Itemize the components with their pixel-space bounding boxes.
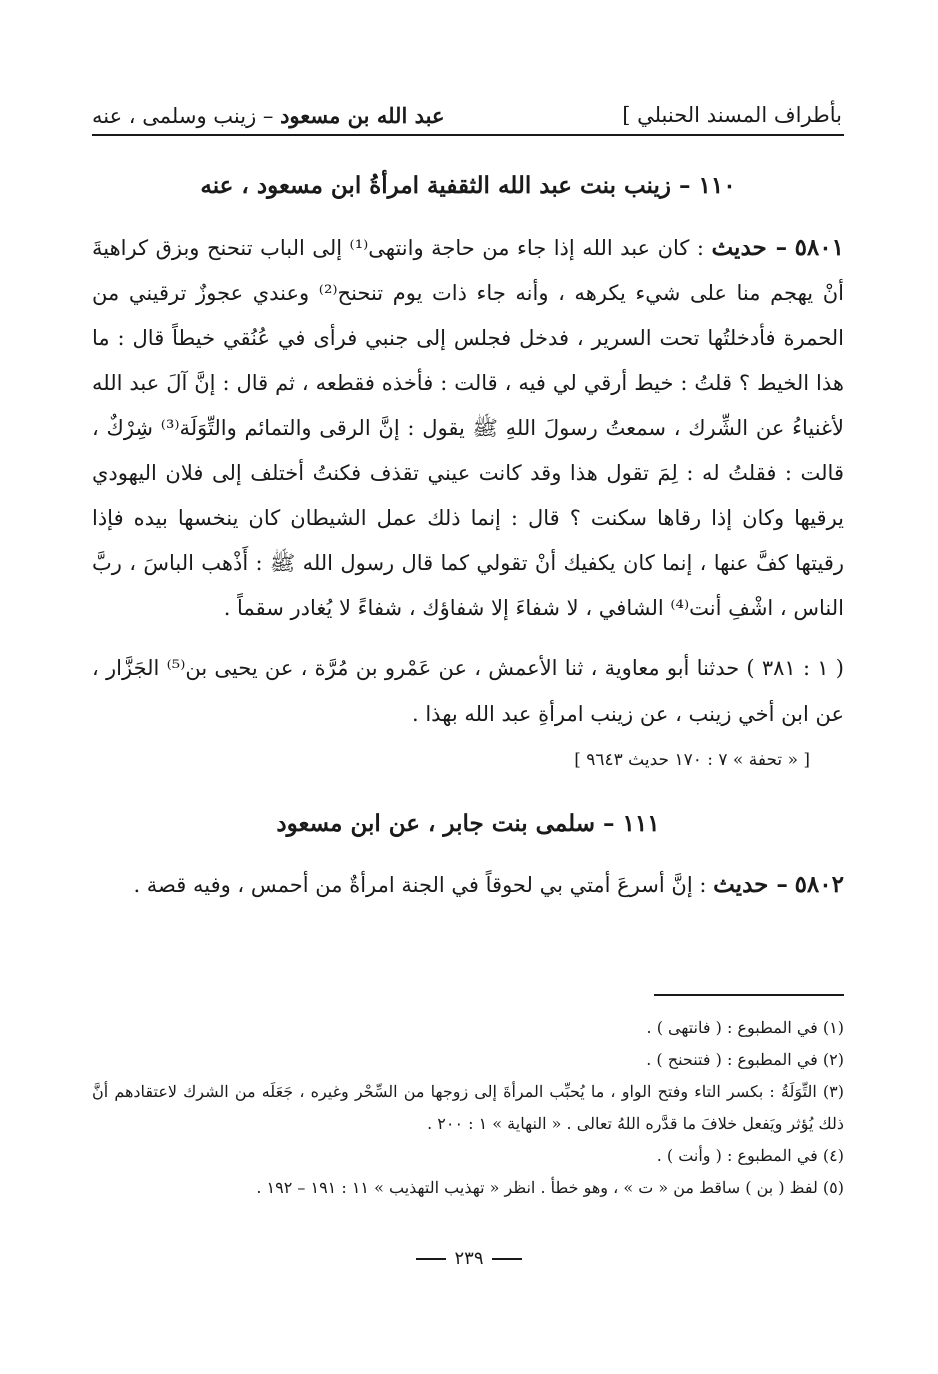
hadith-label: حديث [711,234,767,261]
footnote-divider [654,994,844,996]
book-title: بأطراف المسند الحنبلي ] [622,103,842,127]
footnote-1: (١) في المطبوع : ( فانتهى ) . [646,1018,844,1037]
running-header [92,98,842,132]
isnad-paragraph: ( ١ : ٣٨١ ) حدثنا أبو معاوية ، ثنا الأعمش ، عن عَمْرو بن مُرَّة ، عن يحيى بن⁽⁵⁾ الجَزَّار ، عن ابن أخي زينب ، عن زينب امرأةِ عبد الله بهذا . [92,656,844,726]
footnote-5: (٥) لفظ ( بن ) ساقط من « ت » ، وهو خطأ . انظر « تهذيب التهذيب » ١١ : ١٩١ – ١٩٢ . [256,1178,844,1197]
section-heading-rest: – زينب وسلمى ، عنه [92,103,281,128]
hadith-5802: ٥٨٠٢ – حديث : إنَّ أسرعَ أمتي بي لحوقاً في الجنة امرأةٌ من أحمس ، وفيه قصة . [133,871,844,898]
footnote-2: (٢) في المطبوع : ( فتنحنح ) . [646,1050,844,1069]
tuhfa-reference: [ « تحفة » ٧ : ١٧٠ حديث ٩٦٤٣ ] [574,750,810,770]
section-title-110: ١١٠ – زينب بنت عبد الله الثقفية امرأةُ ابن مسعود ، عنه [200,172,736,199]
header-divider [92,134,844,136]
footnote-4: (٤) في المطبوع : ( وأنت ) . [656,1146,844,1165]
section-title-111: ١١١ – سلمى بنت جابر ، عن ابن مسعود [276,810,660,837]
hadith-text: : إنَّ أسرعَ أمتي بي لحوقاً في الجنة امرأةٌ من أحمس ، وفيه قصة . [133,873,714,897]
hadith-label: حديث [713,871,769,898]
footnotes [92,1012,844,1204]
hadith-5801: ٥٨٠١ – حديث : كان عبد الله إذا جاء من حاجة وانتهى⁽¹⁾ إلى الباب تنحنح وبزق كراهيةَ أنْ يهجم منا على شيء يكرهه ، وأنه جاء ذات يوم تنحنح⁽²⁾ وعندي عجوزٌ ترقيني من الحمرة فأدخلتُها تحت السرير ، فدخل فجلس إلى جنبي فرأى في عُنُقي خيطاً قال : ما هذا الخيط ؟ قلتُ : خيط أرقي لي فيه ، قالت : فأخذه فقطعه ، ثم قال : إنَّ آلَ عبد الله لأغنياءُ عن الشِّرك ، سمعتُ رسولَ اللهِ ﷺ يقول : إنَّ الرقى والتمائم والتِّوَلَة⁽³⁾ شِرْكٌ ، قالت : فقلتُ له : لِمَ تقول هذا وقد كانت عيني تقذف فكنتُ أختلف إلى فلان اليهودي يرقيها وكان إذا رقاها سكنت ؟ قال : إنما ذلك عمل الشيطان كان ينخسها بيده فإذا رقيتها كفَّ عنها ، إنما كان يكفيك أنْ تقولي كما قال رسول الله ﷺ : أَذْهب الباسَ ، ربَّ الناس ، اشْفِ أنت⁽⁴⁾ الشافي ، لا شفاءَ إلا شفاؤك ، شفاءً لا يُغادر سقماً . [92,234,845,620]
hadith-text: : كان عبد الله إذا جاء من حاجة وانتهى⁽¹⁾ إلى الباب تنحنح وبزق كراهيةَ أنْ يهجم منا على شيء يكرهه ، وأنه جاء ذات يوم تنحنح⁽²⁾ وعندي عجوزٌ ترقيني من الحمرة فأدخلتُها تحت السرير ، فدخل فجلس إلى جنبي فرأى في عُنُقي خيطاً قال : ما هذا الخيط ؟ قلتُ : خيط أرقي لي فيه ، قالت : فأخذه فقطعه ، ثم قال : إنَّ آلَ عبد الله لأغنياءُ عن الشِّرك ، سمعتُ رسولَ اللهِ ﷺ يقول : إنَّ الرقى والتمائم والتِّوَلَة⁽³⁾ شِرْكٌ ، قالت : فقلتُ له : لِمَ تقول هذا وقد كانت عيني تقذف فكنتُ أختلف إلى فلان اليهودي يرقيها وكان إذا رقاها سكنت ؟ قال : إنما ذلك عمل الشيطان كان ينخسها بيده فإذا رقيتها كفَّ عنها ، إنما كان يكفيك أنْ تقولي كما قال رسول الله ﷺ : أَذْهب الباسَ ، ربَّ الناس ، اشْفِ أنت⁽⁴⁾ الشافي ، لا شفاءَ إلا شفاؤك ، شفاءً لا يُغادر سقماً . [92,236,845,620]
footnote-3: (٣) التِّوَلَةُ : بكسر التاء وفتح الواو ، ما يُحبِّب المرأةَ إلى زوجها من السِّحْر وغيره ، جَعَلَه من الشرك لاعتقادهم أنَّ ذلك يُؤثر ويَفعل خلافَ ما قدَّره اللهُ تعالى . « النهاية » ١ : ٢٠٠ . [92,1082,844,1133]
section-heading [92,103,444,128]
section-heading-bold: عبد الله بن مسعود [280,102,445,128]
hadith-number: ٥٨٠١ [794,234,844,261]
hadith-number: ٥٨٠٢ [794,871,844,898]
page-number: ٢٣٩ [0,1248,938,1269]
